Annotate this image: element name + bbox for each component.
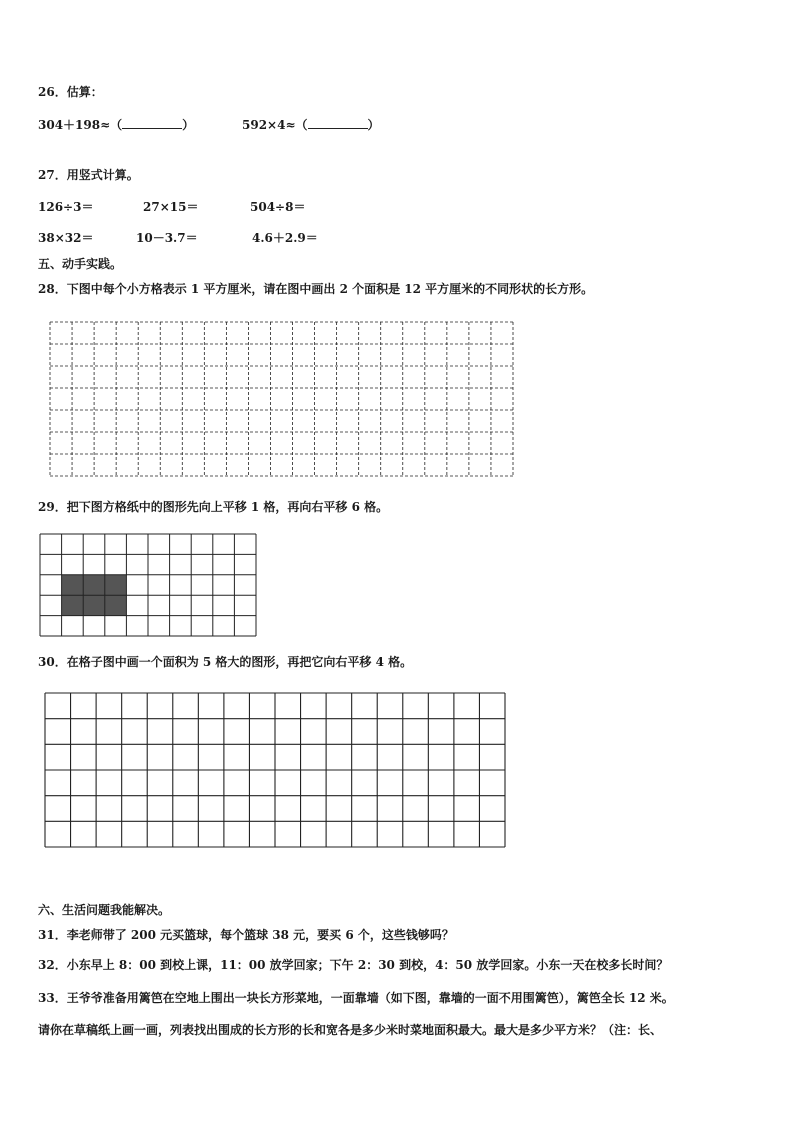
q27-expr-4: 38×32＝ xyxy=(38,231,94,245)
q26-left-expr: 304＋198≈（ xyxy=(38,118,123,132)
q26-left-answer-blank[interactable] xyxy=(122,116,182,129)
q27-expr-6: 4.6＋2.9＝ xyxy=(252,231,318,245)
q26-right-expression xyxy=(242,116,380,133)
q28-text: 28．下图中每个小方格表示 1 平方厘米，请在图中画出 2 个面积是 12 平方厘米的不同形状的长方形。 xyxy=(38,282,594,296)
q33-text-line1: 33．王爷爷准备用篱笆在空地上围出一块长方形菜地，一面靠墙（如下图，靠墙的一面不用围篱笆），篱笆全长 12 米。 xyxy=(38,991,674,1005)
q31-text: 31．李老师带了 200 元买篮球，每个篮球 38 元，要买 6 个，这些钱够吗？ xyxy=(38,928,454,942)
section-6-title: 六、生活问题我能解决。 xyxy=(38,903,171,917)
q29-grid[interactable] xyxy=(39,533,257,637)
q27-expr-5: 10－3.7＝ xyxy=(136,231,198,245)
q26-right-answer-blank[interactable] xyxy=(308,116,368,129)
q30-text: 30．在格子图中画一个面积为 5 格大的图形，再把它向右平移 4 格。 xyxy=(38,655,413,669)
q29-text: 29．把下图方格纸中的图形先向上平移 1 格，再向右平移 6 格。 xyxy=(38,500,389,514)
q27-expr-1: 126÷3＝ xyxy=(38,200,94,214)
q26-title: 26．估算： xyxy=(38,85,103,99)
q30-grid[interactable] xyxy=(44,692,506,848)
section-5-title: 五、动手实践。 xyxy=(38,257,123,271)
q33-text-line2: 请你在草稿纸上画一画，列表找出围成的长方形的长和宽各是多少米时菜地面积最大。最大是多少平方米？（注：长、 xyxy=(38,1023,663,1037)
q26-left-expression xyxy=(38,116,194,133)
q26-left-close: ） xyxy=(182,118,195,132)
q28-dashed-grid[interactable] xyxy=(49,321,514,477)
q32-text: 32．小东早上 8：00 到校上课，11：00 放学回家；下午 2：30 到校，4：50 放学回家。小东一天在校多长时间？ xyxy=(38,958,669,972)
q26-right-close: ） xyxy=(367,118,380,132)
q27-expr-2: 27×15＝ xyxy=(143,200,199,214)
q26-right-expr: 592×4≈（ xyxy=(242,118,308,132)
q27-title: 27．用竖式计算。 xyxy=(38,168,139,182)
q27-expr-3: 504÷8＝ xyxy=(250,200,306,214)
